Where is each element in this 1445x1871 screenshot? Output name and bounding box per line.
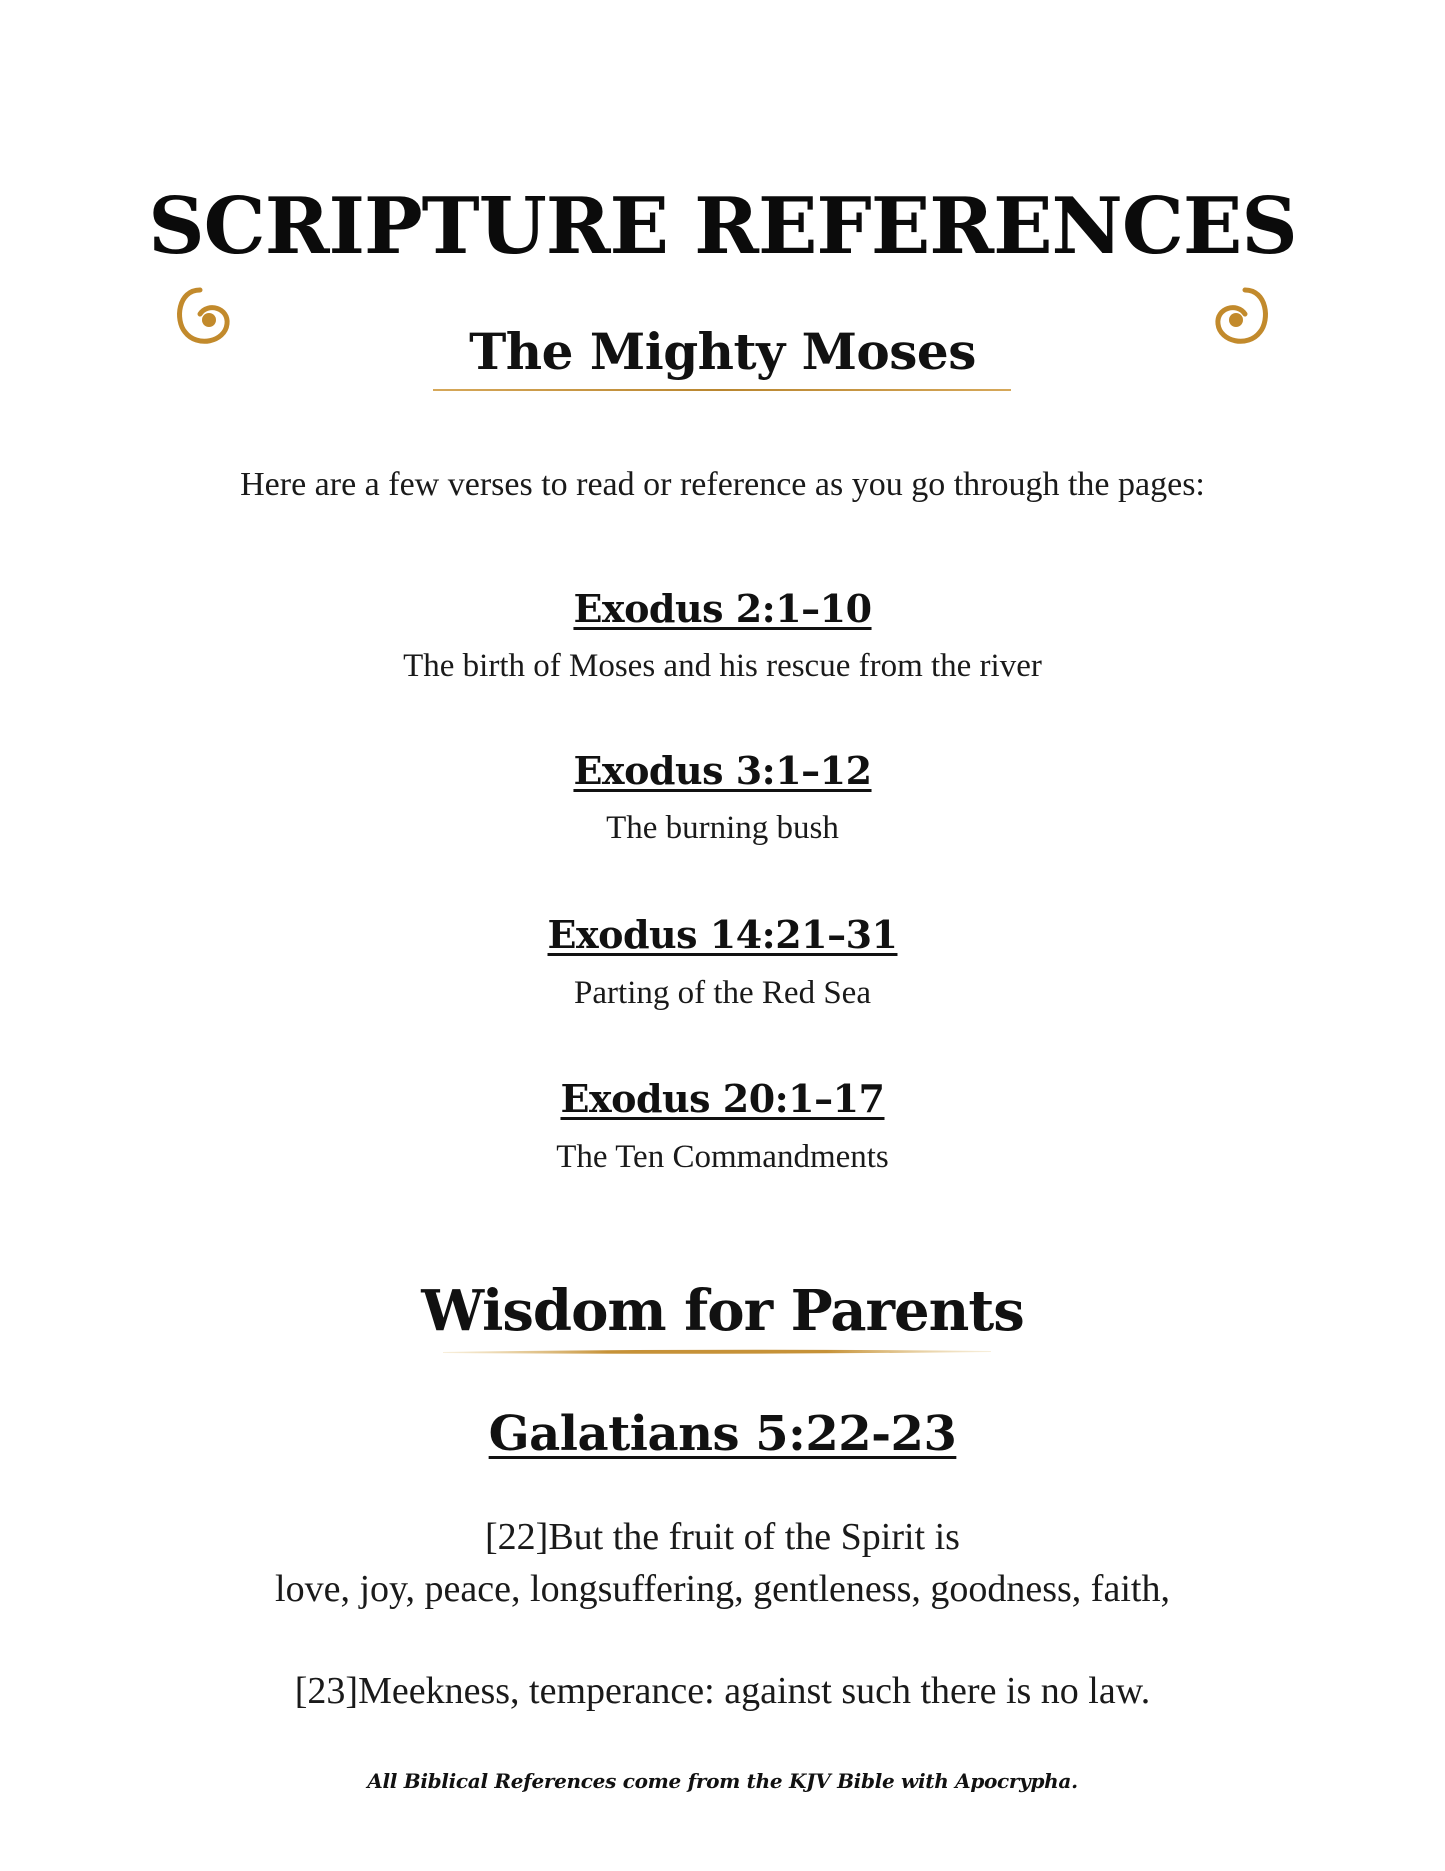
reference-description: The Ten Commandments [556, 1139, 889, 1175]
reference-citation: Exodus 2:1–10 [573, 586, 872, 631]
subtitle-underline [433, 389, 1011, 392]
page-title: SCRIPTURE REFERENCES [148, 181, 1297, 272]
reference-description: The burning bush [606, 810, 839, 846]
reference-citation: Exodus 20:1–17 [560, 1076, 885, 1121]
reference-description: Parting of the Red Sea [574, 975, 871, 1011]
verse-22-line-1: [22]But the fruit of the Spirit is [485, 1516, 960, 1558]
verse-23: [23]Meekness, temperance: against such there is no law. [294, 1670, 1151, 1712]
reference-description: The birth of Moses and his rescue from the river [403, 648, 1042, 684]
verse-22-line-2: love, joy, peace, longsuffering, gentleness, goodness, faith, [275, 1568, 1170, 1610]
footnote: All Biblical References come from the KJV Bible with Apocrypha. [367, 1769, 1078, 1793]
section-underline [443, 1349, 991, 1354]
reference-citation: Exodus 14:21–31 [547, 912, 898, 957]
section-heading: Wisdom for Parents [421, 1278, 1024, 1344]
reference-citation: Exodus 3:1–12 [573, 748, 872, 793]
page-subtitle: The Mighty Moses [469, 322, 976, 381]
verse-citation: Galatians 5:22-23 [488, 1406, 957, 1462]
intro-text: Here are a few verses to read or reference as you go through the pages: [240, 466, 1205, 503]
